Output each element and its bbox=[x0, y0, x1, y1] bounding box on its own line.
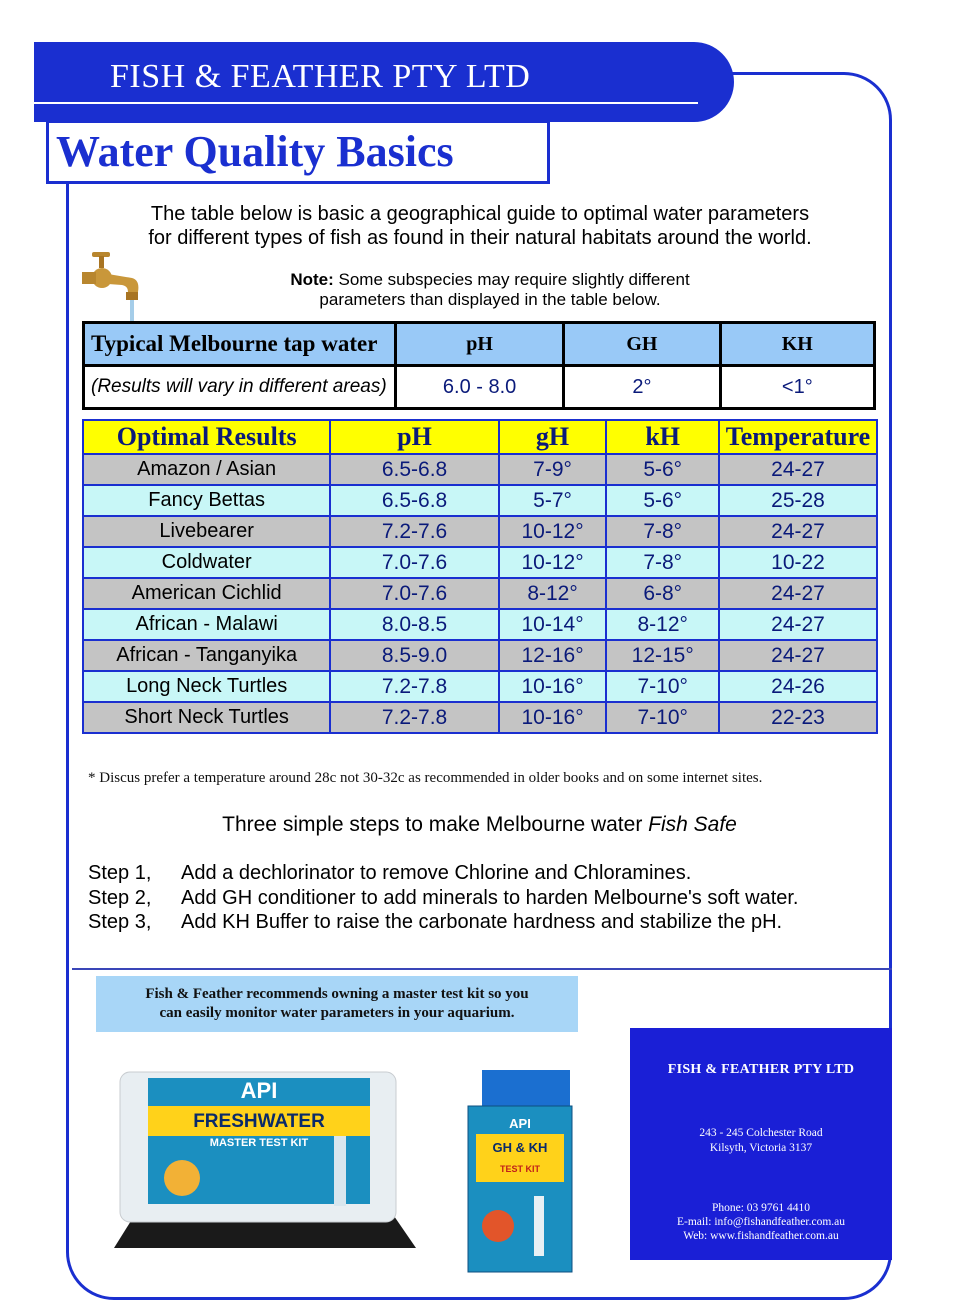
header-kh: kH bbox=[606, 420, 719, 454]
note-label: Note: bbox=[290, 270, 334, 289]
step-label: Step 2, bbox=[88, 887, 152, 909]
row-gh: 10-12° bbox=[499, 547, 607, 578]
step-item bbox=[88, 911, 782, 934]
row-name: Fancy Bettas bbox=[83, 485, 330, 516]
recommend-line-2: can easily monitor water parameters in your aquarium. bbox=[159, 1005, 515, 1021]
row-temp: 24-27 bbox=[719, 609, 877, 640]
contact-box bbox=[630, 1028, 892, 1260]
row-name: African - Malawi bbox=[83, 609, 330, 640]
steps-title bbox=[0, 813, 959, 837]
row-ph: 7.0-7.6 bbox=[330, 547, 498, 578]
company-name: FISH & FEATHER PTY LTD bbox=[110, 58, 531, 95]
row-kh: 7-10° bbox=[606, 671, 719, 702]
header-gh: gH bbox=[499, 420, 607, 454]
table-row bbox=[83, 671, 877, 702]
row-ph: 6.5-6.8 bbox=[330, 485, 498, 516]
kit1-brand: API bbox=[240, 1078, 278, 1103]
row-gh: 7-9° bbox=[499, 454, 607, 485]
row-name: African - Tanganyika bbox=[83, 640, 330, 671]
step-label: Step 1, bbox=[88, 862, 152, 884]
address-line-2: Kilsyth, Victoria 3137 bbox=[709, 1142, 813, 1154]
row-gh: 5-7° bbox=[499, 485, 607, 516]
tap-header-label: Typical Melbourne tap water bbox=[84, 323, 396, 366]
row-kh: 12-15° bbox=[606, 640, 719, 671]
row-kh: 6-8° bbox=[606, 578, 719, 609]
test-tube bbox=[534, 1196, 544, 1256]
row-temp: 24-26 bbox=[719, 671, 877, 702]
recommendation-box bbox=[96, 976, 578, 1032]
footnote: * Discus prefer a temperature around 28c not 30-32c as recommended in older books and on some internet sites. bbox=[88, 770, 763, 786]
table-row bbox=[83, 454, 877, 485]
row-name: Coldwater bbox=[83, 547, 330, 578]
tap-water-table bbox=[82, 321, 876, 410]
contact-phone: Phone: 03 9761 4410 bbox=[711, 1202, 811, 1214]
row-gh: 10-16° bbox=[499, 671, 607, 702]
step-label: Step 3, bbox=[88, 911, 152, 933]
row-temp: 22-23 bbox=[719, 702, 877, 733]
row-ph: 7.0-7.6 bbox=[330, 578, 498, 609]
row-gh: 12-16° bbox=[499, 640, 607, 671]
header-temperature: Temperature bbox=[719, 420, 877, 454]
contact-web[interactable]: Web: www.fishandfeather.com.au bbox=[683, 1230, 839, 1242]
steps-title-italic: Fish Safe bbox=[648, 813, 737, 836]
address-line-1: 243 - 245 Colchester Road bbox=[699, 1127, 823, 1139]
section-divider bbox=[72, 968, 892, 970]
row-temp: 24-27 bbox=[719, 516, 877, 547]
header-ph: pH bbox=[330, 420, 498, 454]
step-text: Add a dechlorinator to remove Chlorine and Chloramines. bbox=[181, 862, 692, 884]
row-kh: 7-8° bbox=[606, 547, 719, 578]
header-optimal-results: Optimal Results bbox=[83, 420, 330, 454]
table-row bbox=[83, 547, 877, 578]
kit1-name: FRESHWATER bbox=[193, 1111, 325, 1132]
freshwater-master-test-kit-image bbox=[104, 1066, 424, 1266]
row-ph: 8.5-9.0 bbox=[330, 640, 498, 671]
row-name: American Cichlid bbox=[83, 578, 330, 609]
row-temp: 10-22 bbox=[719, 547, 877, 578]
table-row bbox=[83, 578, 877, 609]
row-temp: 24-27 bbox=[719, 578, 877, 609]
row-temp: 25-28 bbox=[719, 485, 877, 516]
note-line-1: Some subspecies may require slightly different bbox=[333, 270, 690, 289]
intro-line-1: The table below is basic a geographical guide to optimal water parameters bbox=[150, 203, 810, 225]
tap-header-ph: pH bbox=[395, 323, 563, 366]
test-tube bbox=[334, 1136, 346, 1206]
step-text: Add KH Buffer to raise the carbonate hardness and stabilize the pH. bbox=[181, 911, 783, 933]
table-row bbox=[83, 702, 877, 733]
row-gh: 10-16° bbox=[499, 702, 607, 733]
table-row bbox=[83, 485, 877, 516]
kit1-sub: MASTER TEST KIT bbox=[209, 1137, 309, 1149]
row-temp: 24-27 bbox=[719, 454, 877, 485]
kit2-name: GH & KH bbox=[492, 1140, 548, 1155]
row-ph: 7.2-7.8 bbox=[330, 702, 498, 733]
row-name: Short Neck Turtles bbox=[83, 702, 330, 733]
row-ph: 6.5-6.8 bbox=[330, 454, 498, 485]
contact-details bbox=[630, 1201, 892, 1243]
row-ph: 7.2-7.6 bbox=[330, 516, 498, 547]
row-ph: 8.0-8.5 bbox=[330, 609, 498, 640]
tap-value-gh: 2° bbox=[564, 366, 720, 409]
row-kh: 7-10° bbox=[606, 702, 719, 733]
tap-header-kh: KH bbox=[720, 323, 874, 366]
kit2-brand: API bbox=[509, 1116, 531, 1131]
contact-address bbox=[630, 1126, 892, 1156]
row-gh: 8-12° bbox=[499, 578, 607, 609]
contact-email[interactable]: E-mail: info@fishandfeather.com.au bbox=[676, 1216, 846, 1228]
table-row bbox=[83, 516, 877, 547]
banner-underline bbox=[34, 102, 698, 104]
fish-graphic bbox=[482, 1210, 514, 1242]
step-item bbox=[88, 887, 799, 910]
row-kh: 7-8° bbox=[606, 516, 719, 547]
row-ph: 7.2-7.8 bbox=[330, 671, 498, 702]
page-title: Water Quality Basics bbox=[56, 127, 454, 176]
intro-line-2: for different types of fish as found in their natural habitats around the world. bbox=[148, 227, 812, 249]
table-row bbox=[83, 640, 877, 671]
tap-value-note: (Results will vary in different areas) bbox=[84, 366, 396, 409]
recommend-line-1: Fish & Feather recommends owning a master test kit so you bbox=[145, 986, 529, 1002]
note-line-2: parameters than displayed in the table below. bbox=[319, 290, 661, 309]
row-temp: 24-27 bbox=[719, 640, 877, 671]
water-tap-icon bbox=[82, 248, 142, 326]
fish-graphic bbox=[164, 1160, 200, 1196]
row-kh: 5-6° bbox=[606, 454, 719, 485]
table-header-row bbox=[83, 420, 877, 454]
gh-kh-test-kit-image bbox=[464, 1066, 576, 1276]
table-row bbox=[83, 609, 877, 640]
step-item bbox=[88, 862, 691, 885]
kit2-top bbox=[482, 1070, 570, 1110]
tap-value-ph: 6.0 - 8.0 bbox=[395, 366, 563, 409]
row-name: Livebearer bbox=[83, 516, 330, 547]
tap-value-kh: <1° bbox=[720, 366, 874, 409]
note-text bbox=[230, 270, 750, 310]
intro-text bbox=[100, 202, 860, 250]
row-kh: 5-6° bbox=[606, 485, 719, 516]
row-name: Long Neck Turtles bbox=[83, 671, 330, 702]
contact-company: FISH & FEATHER PTY LTD bbox=[667, 1062, 855, 1077]
kit2-sub: TEST KIT bbox=[500, 1164, 540, 1174]
step-text: Add GH conditioner to add minerals to harden Melbourne's soft water. bbox=[181, 887, 799, 909]
row-kh: 8-12° bbox=[606, 609, 719, 640]
row-gh: 10-12° bbox=[499, 516, 607, 547]
row-gh: 10-14° bbox=[499, 609, 607, 640]
optimal-results-table bbox=[82, 419, 878, 734]
row-name: Amazon / Asian bbox=[83, 454, 330, 485]
steps-title-plain: Three simple steps to make Melbourne water bbox=[222, 813, 649, 836]
tap-header-gh: GH bbox=[564, 323, 720, 366]
